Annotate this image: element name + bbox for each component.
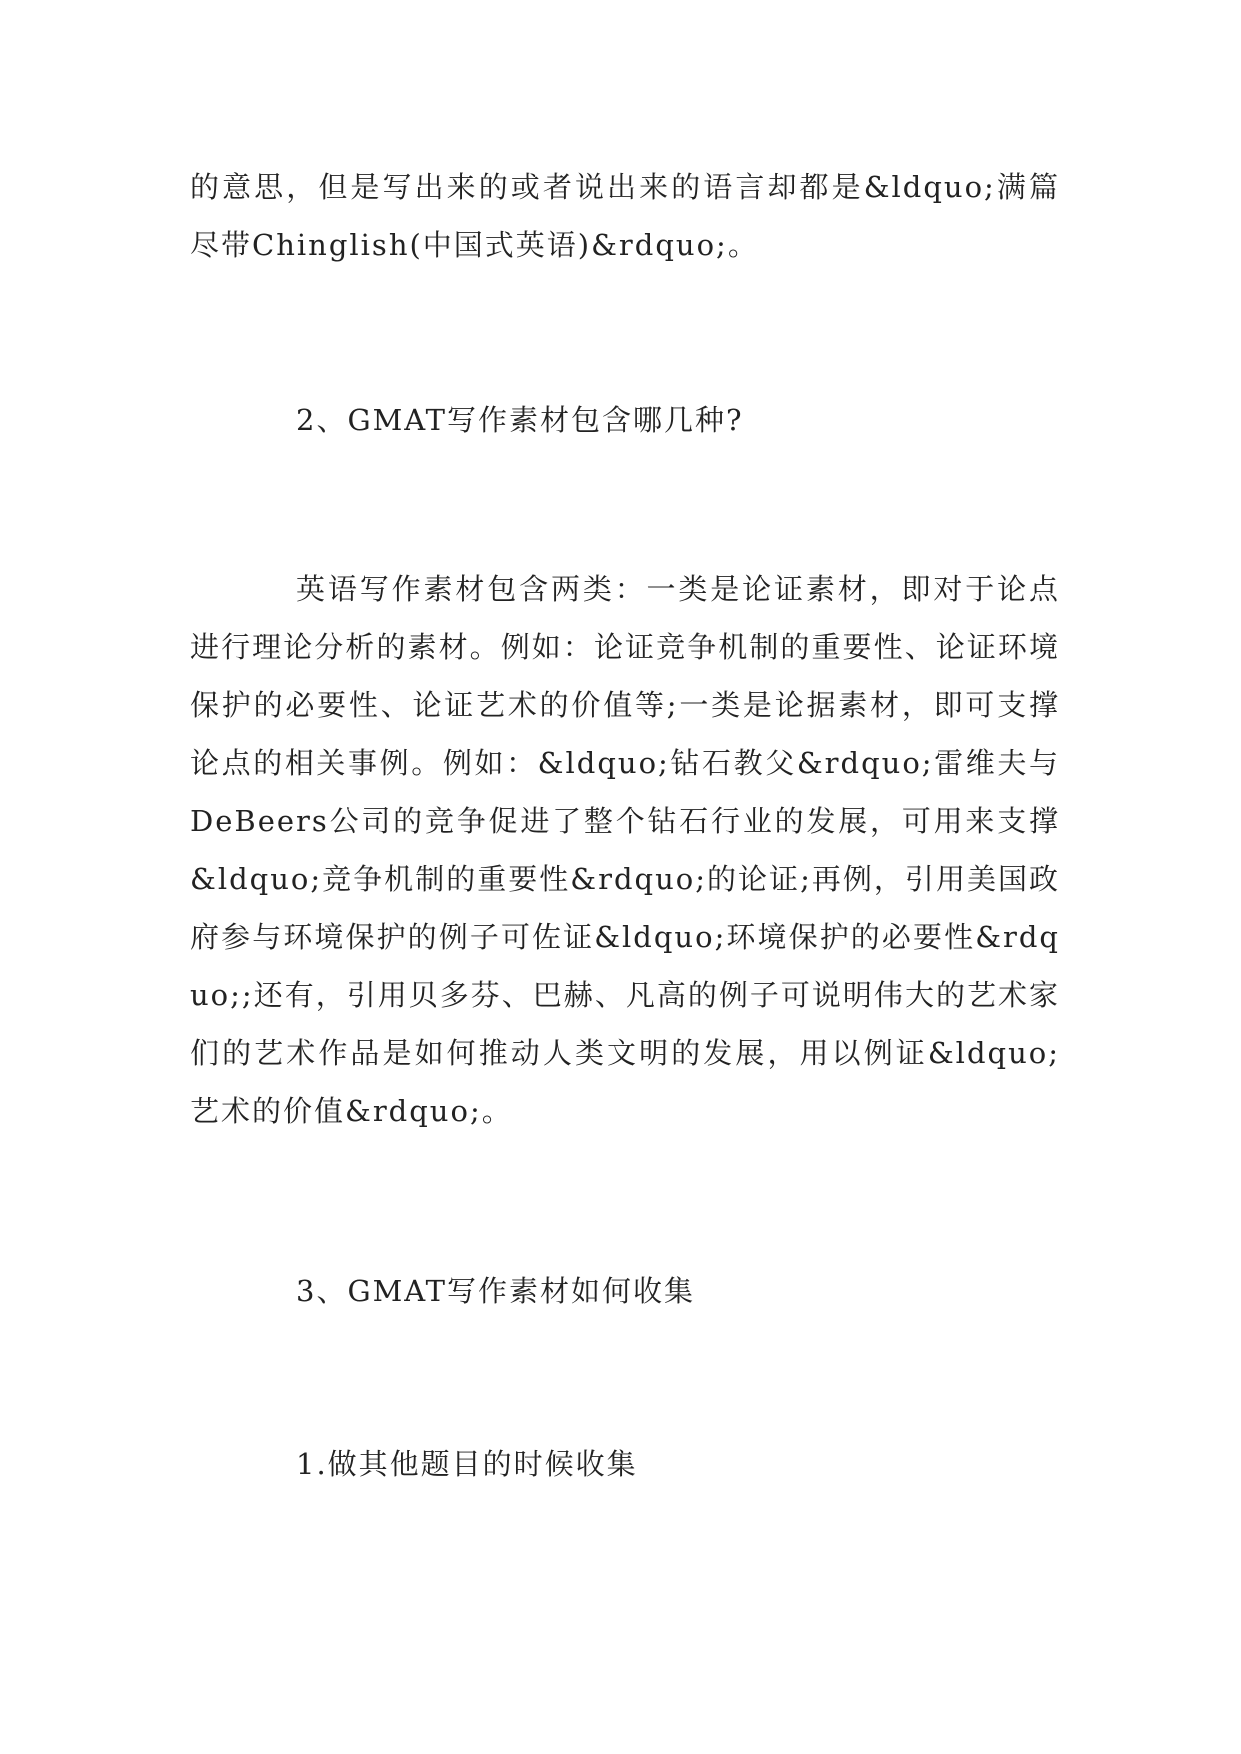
body-paragraph: 英语写作素材包含两类：一类是论证素材，即对于论点进行理论分析的素材。例如：论证竞争机制的重要性、论证环境保护的必要性、论证艺术的价值等;一类是论据素材，即可支撑论点的相关事例。例如：&ldquo;钻石教父&rdquo;雷维夫与DeBeers公司的竞争促进了整个钻石行业的发展，可用来支撑&ldquo;竞争机制的重要性&rdquo;的论证;再例，引用美国政府参与环境保护的例子可佐证&ldquo;环境保护的必要性&rdquo;;还有，引用贝多芬、巴赫、凡高的例子可说明伟大的艺术家们的艺术作品是如何推动人类文明的发展，用以例证&ldquo;艺术的价值&rdquo;。 xyxy=(190,572,1060,1128)
section-heading-3: 3、GMAT写作素材如何收集 xyxy=(296,1274,696,1308)
section-heading-2: 2、GMAT写作素材包含哪几种? xyxy=(296,403,744,437)
subheading-1: 1.做其他题目的时候收集 xyxy=(296,1447,638,1481)
continuation-paragraph: 的意思，但是写出来的或者说出来的语言却都是&ldquo;满篇尽带Chinglish(中国式英语)&rdquo;。 xyxy=(190,170,1060,262)
